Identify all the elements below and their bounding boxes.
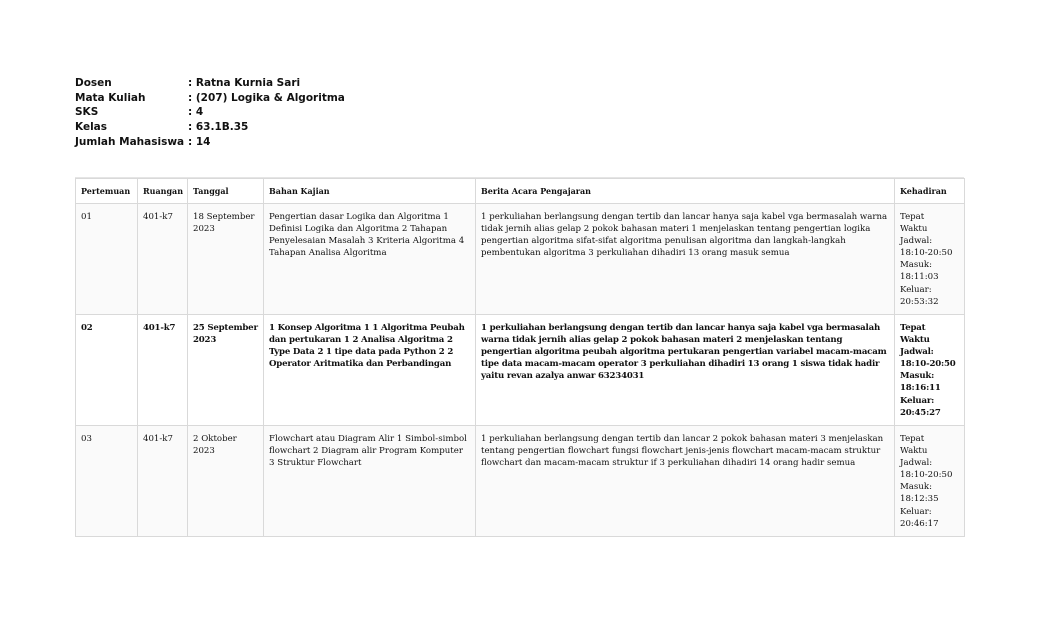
attendance-line: Keluar:	[900, 284, 932, 295]
attendance-line: Tepat	[900, 212, 925, 222]
cell-ruangan: 401-k7	[138, 426, 188, 537]
attendance-line: 20:46:17	[900, 518, 939, 529]
cell-kehadiran	[895, 426, 965, 537]
header-ruangan: Ruangan	[138, 179, 188, 204]
attendance-line: Tepat	[900, 434, 925, 444]
info-row-sks	[75, 105, 345, 120]
attendance-line: Jadwal:	[900, 236, 933, 247]
table-row	[76, 426, 965, 537]
info-row-jumlah-mahasiswa	[75, 135, 345, 150]
header-bahan-kajian: Bahan Kajian	[264, 179, 476, 204]
info-label: Jumlah Mahasiswa	[75, 135, 185, 148]
cell-tanggal: 25 September 2023	[188, 315, 264, 426]
info-value: : 14	[188, 135, 211, 148]
course-info	[75, 76, 345, 150]
cell-pertemuan: 02	[76, 315, 138, 426]
cell-pertemuan: 01	[76, 204, 138, 315]
table-header-row	[76, 179, 965, 204]
attendance-line: Masuk:	[900, 482, 932, 493]
info-label: Dosen	[75, 77, 112, 89]
info-label: Kelas	[75, 121, 108, 134]
attendance-line: Tepat	[900, 323, 926, 333]
header-tanggal: Tanggal	[188, 179, 264, 204]
info-value: : 63.1B.35	[188, 121, 249, 134]
header-kehadiran: Kehadiran	[895, 179, 965, 204]
attendance-line: Jadwal:	[900, 458, 933, 469]
cell-tanggal: 18 September 2023	[188, 204, 264, 315]
table-row	[76, 315, 965, 426]
attendance-line: Waktu	[900, 335, 930, 346]
info-value: : Ratna Kurnia Sari	[188, 77, 301, 89]
schedule-table	[75, 178, 965, 537]
info-label: SKS	[75, 106, 99, 119]
cell-bahan-kajian: Flowchart atau Diagram Alir 1 Simbol-simbol flowchart 2 Diagram alir Program Komputer 3 Struktur Flowchart	[264, 426, 476, 537]
attendance-line: 20:45:27	[900, 407, 941, 418]
header-pertemuan: Pertemuan	[76, 179, 138, 204]
info-value: : (207) Logika & Algoritma	[188, 91, 345, 104]
attendance-line: Keluar:	[900, 506, 932, 517]
attendance-line: Jadwal:	[900, 347, 934, 358]
cell-bahan-kajian: Pengertian dasar Logika dan Algoritma 1 Definisi Logika dan Algoritma 2 Tahapan Penyelesaian Masalah 3 Kriteria Algoritma 4 Tahapan Analisa Algoritma	[264, 204, 476, 315]
cell-berita-acara: 1 perkuliahan berlangsung dengan tertib dan lancar hanya saja kabel vga bermasalah warna tidak jernih alias gelap 2 pokok bahasan materi 2 menjelaskan tentang pengertian algoritma peubah algoritma pertukaran pengertian variabel macam-macam tipe data macam-macam operator 3 perkuliahan dihadiri 13 orang 1 siswa tidak hadir yaitu revan azalya anwar 63234031	[476, 315, 895, 426]
attendance-line: Masuk:	[900, 260, 932, 271]
cell-berita-acara: 1 perkuliahan berlangsung dengan tertib dan lancar 2 pokok bahasan materi 3 menjelaskan tentang pengertian flowchart fungsi flowchart jenis-jenis flowchart macam-macam struktur flowchart dan macam-macam struktur if 3 perkuliahan dihadiri 14 orang hadir semua	[476, 426, 895, 537]
cell-kehadiran	[895, 204, 965, 315]
attendance-line: 18:12:35	[900, 494, 939, 505]
attendance-line: Masuk:	[900, 371, 935, 382]
attendance-line: Waktu	[900, 224, 928, 235]
header-berita-acara: Berita Acara Pengajaran	[476, 179, 895, 204]
info-row-kelas	[75, 120, 345, 135]
table-row	[76, 204, 965, 315]
attendance-line: 18:10-20:50	[900, 359, 956, 370]
info-value: : 4	[188, 106, 204, 119]
attendance-line: 18:10-20:50	[900, 470, 953, 481]
info-row-dosen	[75, 76, 345, 91]
cell-ruangan: 401-k7	[138, 315, 188, 426]
cell-ruangan: 401-k7	[138, 204, 188, 315]
cell-berita-acara: 1 perkuliahan berlangsung dengan tertib dan lancar hanya saja kabel vga bermasalah warna tidak jernih alias gelap 2 pokok bahasan materi 1 menjelaskan tentang pengertian logika pengertian algoritma sifat-sifat algoritma penulisan algoritma dan langkah-langkah pembentukan algoritma 3 perkuliahan dihadiri 13 orang masuk semua	[476, 204, 895, 315]
cell-pertemuan: 03	[76, 426, 138, 537]
attendance-line: 20:53:32	[900, 296, 939, 307]
attendance-line: 18:11:03	[900, 272, 939, 283]
cell-tanggal: 2 Oktober 2023	[188, 426, 264, 537]
cell-bahan-kajian: 1 Konsep Algoritma 1 1 Algoritma Peubah dan pertukaran 1 2 Analisa Algoritma 2 Type Data 2 1 tipe data pada Python 2 2 Operator Aritmatika dan Perbandingan	[264, 315, 476, 426]
cell-kehadiran	[895, 315, 965, 426]
attendance-line: 18:16:11	[900, 383, 941, 394]
attendance-line: Waktu	[900, 446, 928, 457]
info-row-mata-kuliah	[75, 91, 345, 106]
info-label: Mata Kuliah	[75, 91, 146, 104]
attendance-line: Keluar:	[900, 395, 935, 406]
attendance-line: 18:10-20:50	[900, 248, 953, 259]
